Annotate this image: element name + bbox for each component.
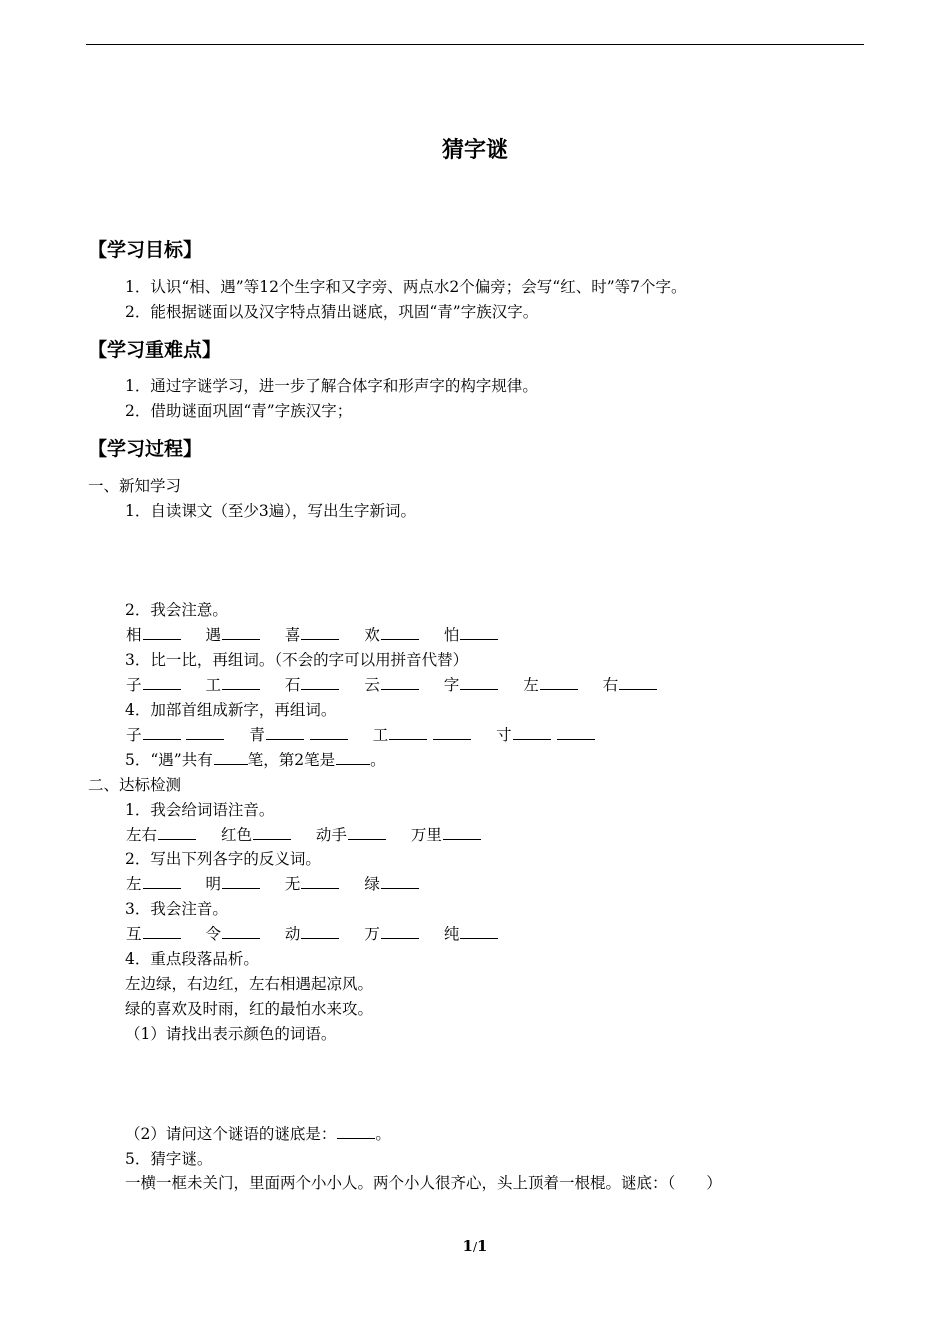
- answer-blank[interactable]: [443, 824, 481, 840]
- fill-item: 互: [126, 923, 181, 945]
- fill-item: 石: [285, 674, 340, 696]
- part1-q2-row: [126, 624, 518, 646]
- page-title: 猜字谜: [441, 138, 508, 163]
- fill-item: 遇: [205, 624, 260, 646]
- part2-q4: 4．重点段落品析。: [125, 950, 259, 968]
- answer-blank[interactable]: [143, 724, 181, 740]
- answer-blank[interactable]: [460, 923, 498, 939]
- part2-q3-row: [126, 923, 518, 945]
- part2-q1: 1．我会给词语注音。: [125, 801, 275, 819]
- answer-blank[interactable]: [253, 824, 291, 840]
- process-heading: 【学习过程】: [88, 438, 203, 460]
- answer-blank[interactable]: [619, 674, 657, 690]
- answer-blank[interactable]: [381, 624, 419, 640]
- fill-item: 青: [249, 724, 347, 746]
- answer-blank[interactable]: [301, 624, 339, 640]
- part1-q4-row: [126, 724, 615, 746]
- answer-blank[interactable]: [460, 674, 498, 690]
- part1-title: 一、新知学习: [88, 477, 182, 495]
- answer-blank[interactable]: [222, 674, 260, 690]
- goal-item: 1．认识“相、遇”等12个生字和又字旁、两点水2个偏旁；会写“红、时”等7个字。: [125, 278, 687, 296]
- answer-blank[interactable]: [301, 923, 339, 939]
- page-number: 1/1: [462, 1237, 488, 1255]
- header-rule: [86, 44, 864, 45]
- answer-blank[interactable]: [143, 873, 181, 889]
- answer-blank[interactable]: [540, 674, 578, 690]
- answer-blank[interactable]: [348, 824, 386, 840]
- fill-item: 纯: [444, 923, 499, 945]
- fill-item: 动手: [316, 824, 386, 846]
- answer-blank[interactable]: [214, 749, 248, 765]
- fill-item: 喜: [285, 624, 340, 646]
- riddle-line: 绿的喜欢及时雨，红的最怕水来攻。: [125, 1000, 374, 1018]
- fill-item: 万: [364, 923, 419, 945]
- part2-q2-row: [126, 873, 439, 895]
- fill-item: 令: [205, 923, 260, 945]
- part2-q5: 5．猜字谜。: [125, 1150, 213, 1168]
- goal-item: 2．能根据谜面以及汉字特点猜出谜底，巩固“青”字族汉字。: [125, 303, 539, 321]
- part2-q3: 3．我会注音。: [125, 900, 228, 918]
- part2-q4-sub1: （1）请找出表示颜色的词语。: [125, 1025, 337, 1043]
- fill-item: 工: [205, 674, 260, 696]
- answer-blank[interactable]: [266, 724, 304, 740]
- fill-item: 工: [373, 724, 471, 746]
- fill-item: 寸: [496, 724, 594, 746]
- fill-item: 动: [285, 923, 340, 945]
- fill-item: 左: [523, 674, 578, 696]
- fill-item: 左: [126, 873, 181, 895]
- answer-blank[interactable]: [557, 724, 595, 740]
- answer-blank[interactable]: [143, 674, 181, 690]
- key-point-item: 2．借助谜面巩固“青”字族汉字；: [125, 402, 353, 420]
- fill-item: 红色: [221, 824, 291, 846]
- answer-blank[interactable]: [513, 724, 551, 740]
- fill-item: 绿: [364, 873, 419, 895]
- part2-q2: 2．写出下列各字的反义词。: [125, 850, 321, 868]
- answer-blank[interactable]: [336, 749, 370, 765]
- answer-blank[interactable]: [222, 923, 260, 939]
- answer-blank[interactable]: [381, 674, 419, 690]
- answer-blank[interactable]: [222, 873, 260, 889]
- answer-blank[interactable]: [143, 624, 181, 640]
- part1-q5: 5．“遇”共有 笔，第2笔是 。: [125, 751, 386, 769]
- fill-item: 明: [205, 873, 260, 895]
- fill-item: 字: [444, 674, 499, 696]
- part1-q3-row: [126, 674, 677, 696]
- answer-blank[interactable]: [460, 624, 498, 640]
- part1-q1: 1．自读课文（至少3遍），写出生字新词。: [125, 502, 416, 520]
- key-points-heading: 【学习重难点】: [88, 339, 222, 361]
- fill-item: 无: [285, 873, 340, 895]
- fill-item: 子: [126, 674, 181, 696]
- answer-blank[interactable]: [433, 724, 471, 740]
- riddle-line: 左边绿，右边红，左右相遇起凉风。: [125, 975, 374, 993]
- fill-item: 云: [364, 674, 419, 696]
- part2-q5-riddle: 一横一框未关门，里面两个小小人。两个小人很齐心，头上顶着一根棍。谜底：（ ）: [125, 1174, 722, 1192]
- answer-blank[interactable]: [158, 824, 196, 840]
- fill-item: 子: [126, 724, 224, 746]
- answer-blank[interactable]: [301, 873, 339, 889]
- part2-title: 二、达标检测: [88, 776, 182, 794]
- fill-item: 右: [603, 674, 658, 696]
- answer-blank[interactable]: [222, 624, 260, 640]
- fill-item: 相: [126, 624, 181, 646]
- part2-q1-row: [126, 824, 501, 846]
- fill-item: 左右: [126, 824, 196, 846]
- part1-q2: 2．我会注意。: [125, 601, 228, 619]
- key-point-item: 1．通过字谜学习，进一步了解合体字和形声字的构字规律。: [125, 377, 538, 395]
- answer-blank[interactable]: [186, 724, 224, 740]
- goals-heading: 【学习目标】: [88, 239, 203, 261]
- answer-blank[interactable]: [381, 923, 419, 939]
- fill-item: 万里: [411, 824, 481, 846]
- answer-blank[interactable]: [381, 873, 419, 889]
- part2-q4-sub2: （2）请问这个谜语的谜底是： 。: [125, 1125, 391, 1143]
- answer-blank[interactable]: [301, 674, 339, 690]
- answer-blank[interactable]: [143, 923, 181, 939]
- part1-q3: 3．比一比，再组词。（不会的字可以用拼音代替）: [125, 651, 469, 669]
- answer-blank[interactable]: [337, 1123, 375, 1139]
- answer-blank[interactable]: [389, 724, 427, 740]
- part1-q4: 4．加部首组成新字，再组词。: [125, 701, 337, 719]
- fill-item: 怕: [444, 624, 499, 646]
- fill-item: 欢: [364, 624, 419, 646]
- answer-blank[interactable]: [310, 724, 348, 740]
